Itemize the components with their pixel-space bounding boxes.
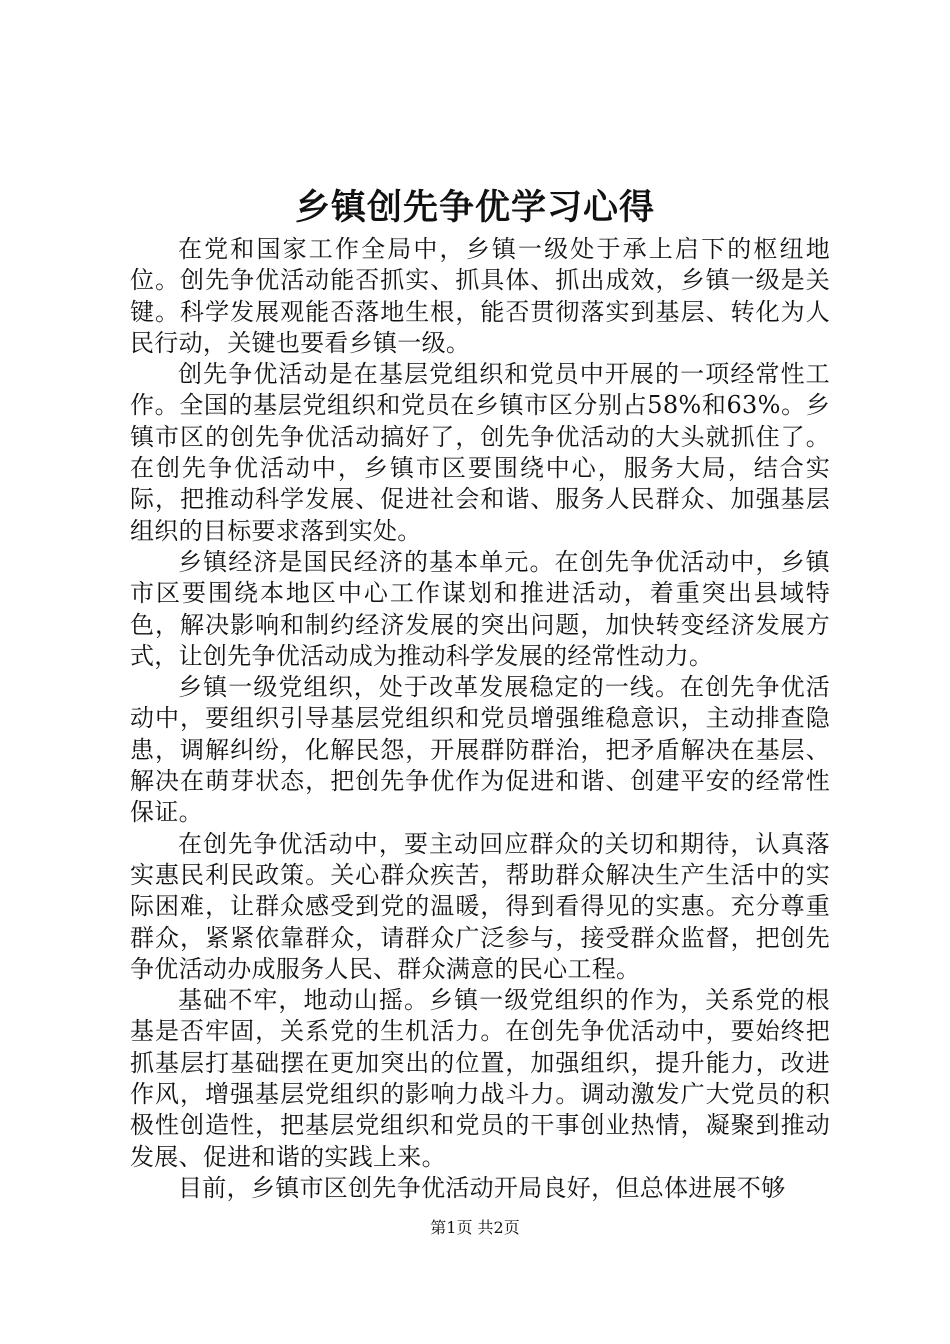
- document-title: 乡镇创先争优学习心得: [294, 188, 655, 228]
- paragraph: 乡镇经济是国民经济的基本单元。在创先争优活动中，乡镇市区要围绕本地区中心工作谋划和推进活动，着重突出县域特色，解决影响和制约经济发展的突出问题，加快转变经济发展方式，让创先争优活动成为推动科学发展的经常性动力。: [130, 547, 830, 670]
- document-body: [130, 234, 830, 1204]
- paragraph: 创先争优活动是在基层党组织和党员中开展的一项经常性工作。全国的基层党组织和党员在乡镇市区分别占58%和63%。乡镇市区的创先争优活动搞好了，创先争优活动的大头就抓住了。在创先争优活动中，乡镇市区要围绕中心，服务大局，结合实际，把推动科学发展、促进社会和谐、服务人民群众、加强基层组织的目标要求落到实处。: [130, 360, 830, 545]
- paragraph: 在创先争优活动中，要主动回应群众的关切和期待，认真落实惠民利民政策。关心群众疾苦，帮助群众解决生产生活中的实际困难，让群众感受到党的温暖，得到看得见的实惠。充分尊重群众，紧紧依靠群众，请群众广泛参与，接受群众监督，把创先争优活动办成服务人民、群众满意的民心工程。: [130, 829, 830, 983]
- paragraph: 目前，乡镇市区创先争优活动开局良好，但总体进展不够: [178, 1173, 786, 1202]
- paragraph: 在党和国家工作全局中，乡镇一级处于承上启下的枢纽地位。创先争优活动能否抓实、抓具体、抓出成效，乡镇一级是关键。科学发展观能否落地生根，能否贯彻落实到基层、转化为人民行动，关键也要看乡镇一级。: [130, 235, 830, 357]
- paragraph: 乡镇一级党组织，处于改革发展稳定的一线。在创先争优活动中，要组织引导基层党组织和党员增强维稳意识，主动排查隐患，调解纠纷，化解民怨，开展群防群治，把矛盾解决在基层、解决在萌芽状态，把创先争优作为促进和谐、创建平安的经常性保证。: [130, 673, 830, 827]
- page-number-footer: 第1页 共2页: [430, 1218, 520, 1237]
- paragraph: 基础不牢，地动山摇。乡镇一级党组织的作为，关系党的根基是否牢固，关系党的生机活力。在创先争优活动中，要始终把抓基层打基础摆在更加突出的位置，加强组织，提升能力，改进作风，增强基层党组织的影响力战斗力。调动激发广大党员的积极性创造性，把基层党组织和党员的干事创业热情，凝聚到推动发展、促进和谐的实践上来。: [130, 986, 830, 1171]
